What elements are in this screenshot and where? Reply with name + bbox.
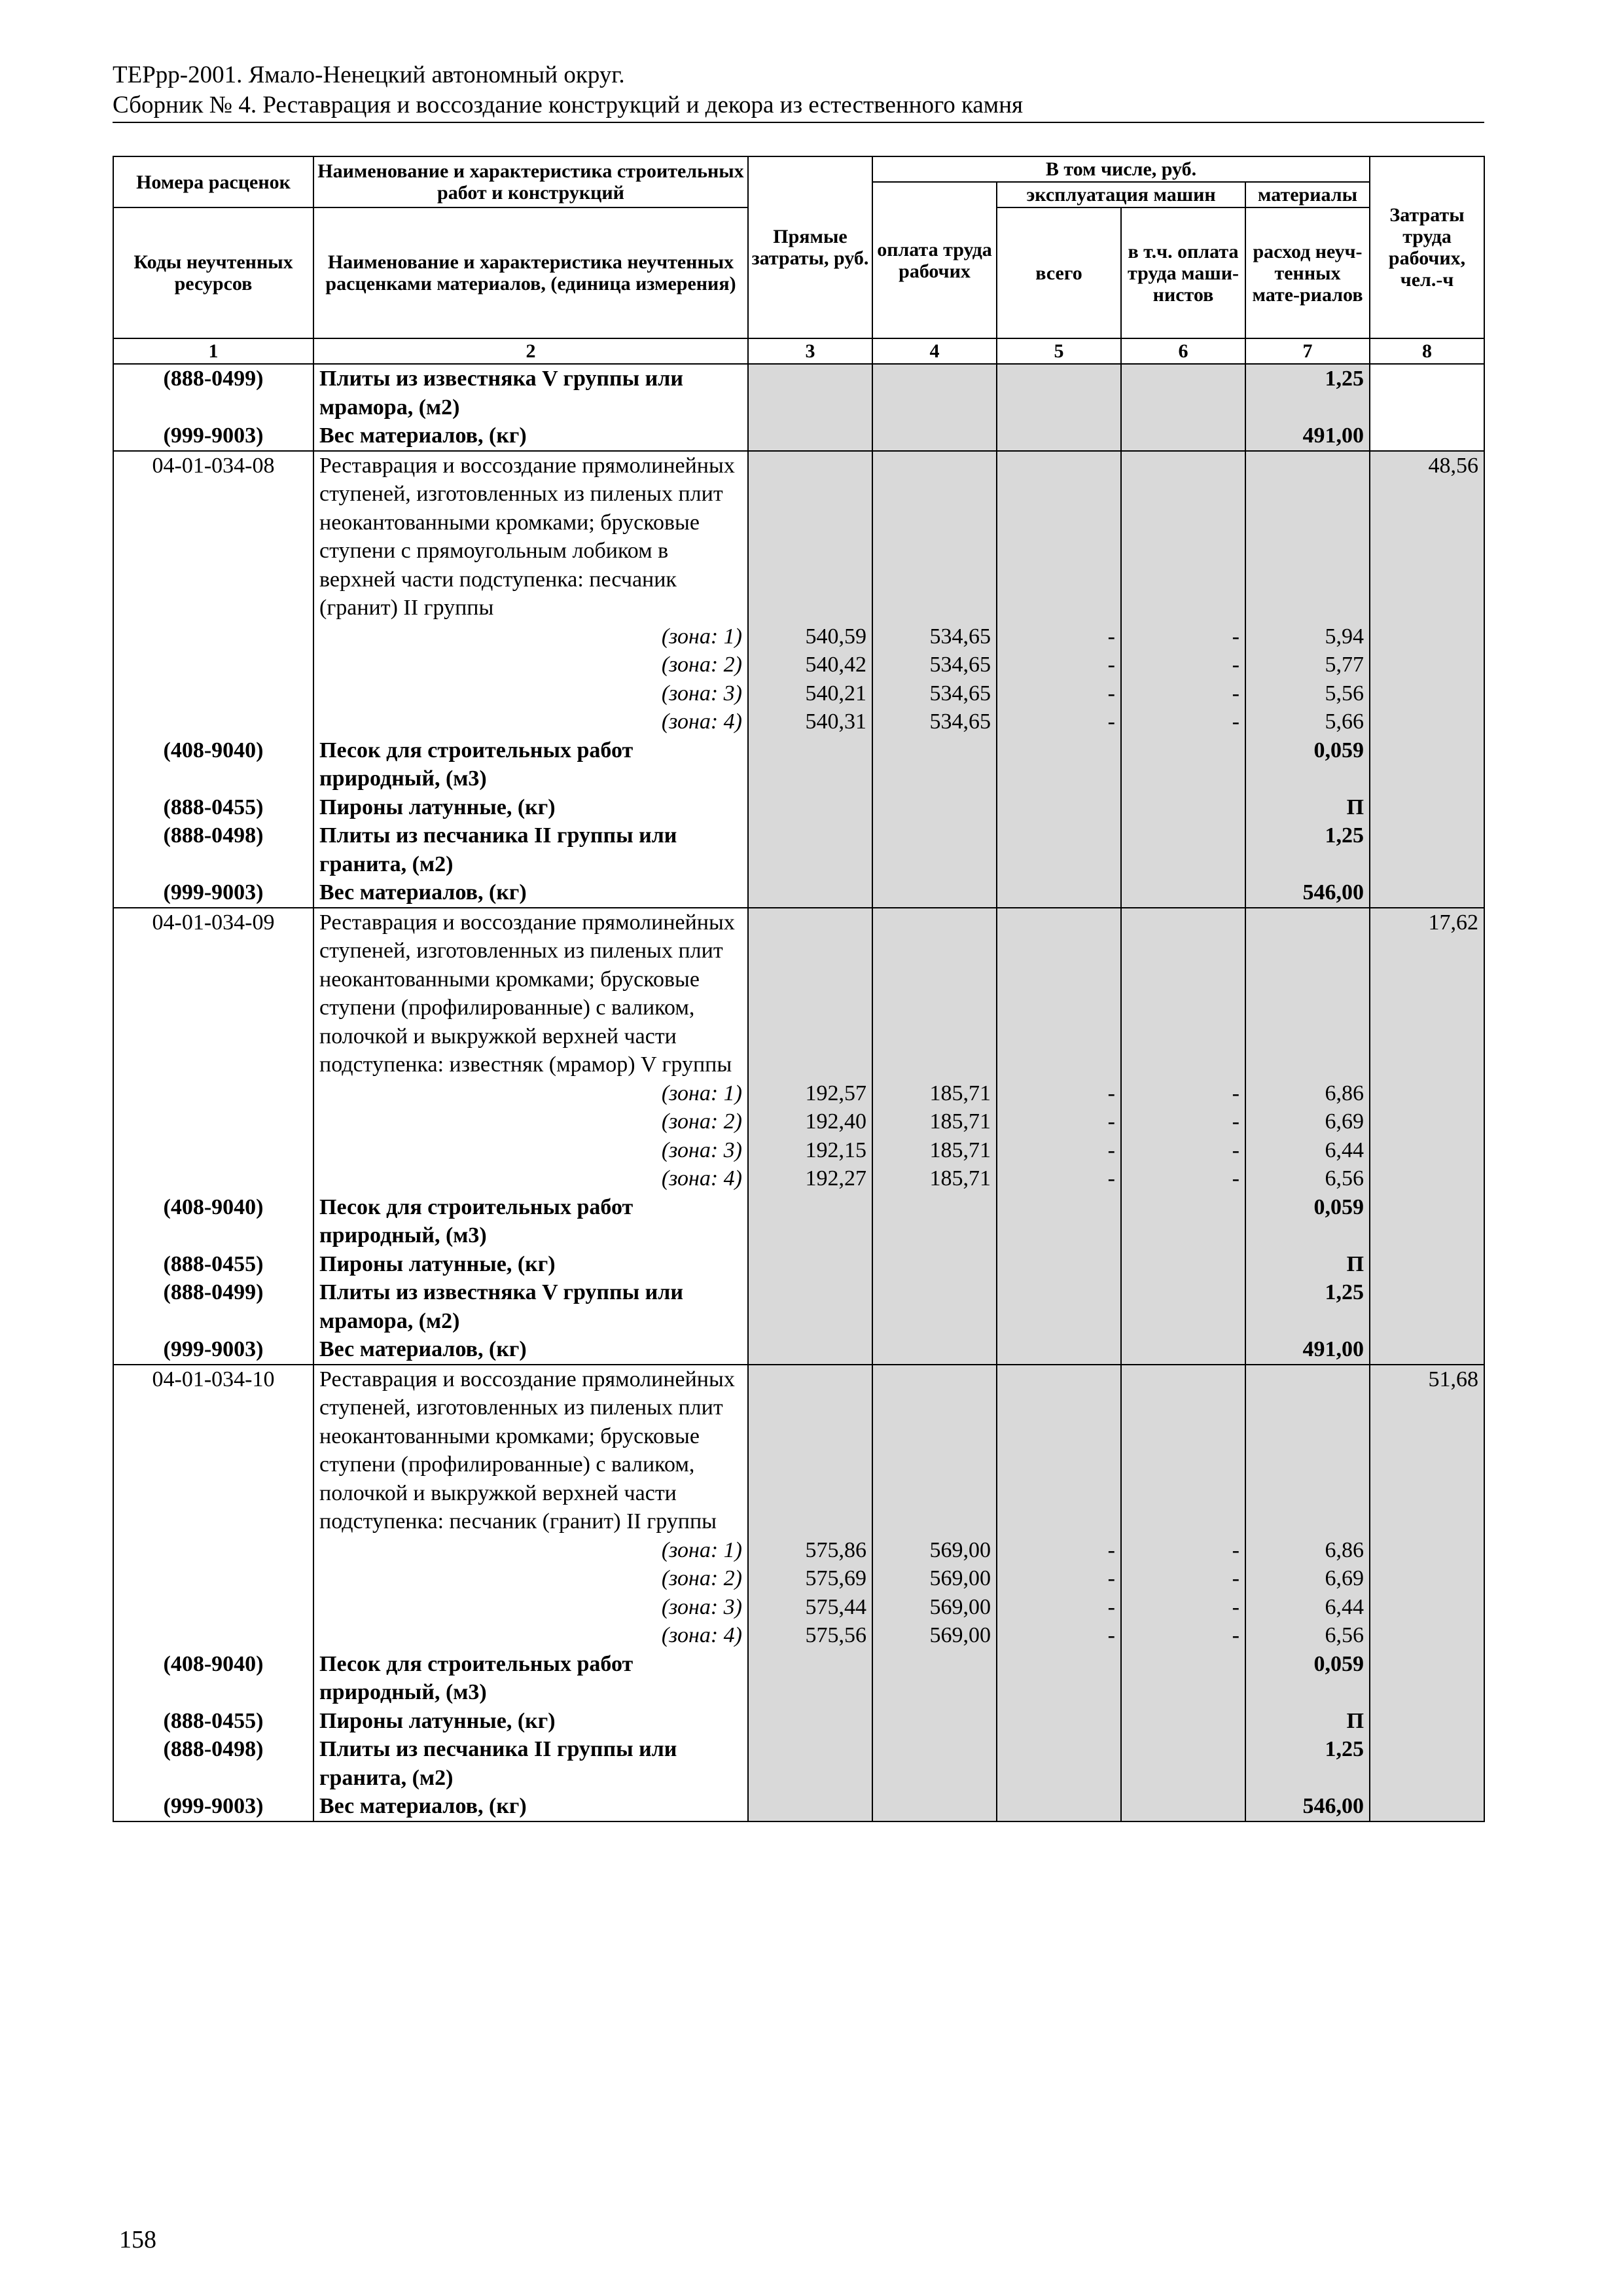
resource-name: Песок для строительных работ природный, (м3) <box>313 1193 748 1250</box>
material-usage: 0,059 <box>1245 736 1370 793</box>
machines-total: - <box>997 1136 1121 1165</box>
empty-cell <box>1370 1136 1484 1165</box>
empty-cell <box>1370 651 1484 679</box>
material-usage: 491,00 <box>1245 1335 1370 1365</box>
empty-cell <box>1121 821 1245 878</box>
column-number: 8 <box>1370 338 1484 364</box>
empty-cell <box>872 364 997 422</box>
zone-label: (зона: 2) <box>313 1564 748 1593</box>
resource-code: (888-0499) <box>113 364 313 422</box>
zone-label: (зона: 2) <box>313 651 748 679</box>
column-number: 6 <box>1121 338 1245 364</box>
header-machines-group: эксплуатация машин <box>997 182 1245 207</box>
header-material-usage: расход неуч-тенных мате-риалов <box>1245 207 1370 338</box>
empty-cell <box>997 908 1121 1079</box>
direct-costs: 540,31 <box>748 708 872 736</box>
machinist-pay: - <box>1121 651 1245 679</box>
material-usage: 6,44 <box>1245 1136 1370 1165</box>
empty-cell <box>997 451 1121 622</box>
header-material-name: Наименование и характеристика неучтенных расценками материалов, (единица измерения) <box>313 207 748 338</box>
empty-cell <box>748 1707 872 1736</box>
machines-total: - <box>997 1164 1121 1193</box>
empty-cell <box>997 422 1121 451</box>
zone-row <box>113 1621 1484 1650</box>
empty-cell <box>113 1107 313 1136</box>
empty-cell <box>1121 1650 1245 1707</box>
empty-cell <box>872 793 997 822</box>
empty-cell <box>997 1792 1121 1821</box>
rate-code: 04-01-034-08 <box>113 451 313 622</box>
empty-cell <box>997 1193 1121 1250</box>
machinist-pay: - <box>1121 1079 1245 1108</box>
empty-cell <box>748 878 872 908</box>
empty-cell <box>1370 622 1484 651</box>
resource-name: Вес материалов, (кг) <box>313 1335 748 1365</box>
resource-name: Плиты из известняка V группы или мрамора, (м2) <box>313 364 748 422</box>
worker-pay: 185,71 <box>872 1164 997 1193</box>
empty-cell <box>872 1278 997 1335</box>
empty-cell <box>1370 1621 1484 1650</box>
material-usage: 5,94 <box>1245 622 1370 651</box>
material-usage: 6,56 <box>1245 1621 1370 1650</box>
empty-cell <box>997 1278 1121 1335</box>
empty-cell <box>1370 821 1484 878</box>
empty-cell <box>872 1792 997 1821</box>
empty-cell <box>1245 451 1370 622</box>
empty-cell <box>113 651 313 679</box>
empty-cell <box>997 736 1121 793</box>
zone-label: (зона: 1) <box>313 1536 748 1565</box>
resource-code: (408-9040) <box>113 1650 313 1707</box>
direct-costs: 575,69 <box>748 1564 872 1593</box>
material-usage: 1,25 <box>1245 364 1370 422</box>
empty-cell <box>1121 451 1245 622</box>
empty-cell <box>113 1164 313 1193</box>
empty-cell <box>1121 736 1245 793</box>
empty-cell <box>748 364 872 422</box>
worker-pay: 534,65 <box>872 651 997 679</box>
direct-costs: 540,59 <box>748 622 872 651</box>
machines-total: - <box>997 1536 1121 1565</box>
machines-total: - <box>997 708 1121 736</box>
worker-pay: 185,71 <box>872 1079 997 1108</box>
column-number: 4 <box>872 338 997 364</box>
empty-cell <box>872 1193 997 1250</box>
empty-cell <box>1370 1536 1484 1565</box>
resource-name: Песок для строительных работ природный, (м3) <box>313 736 748 793</box>
empty-cell <box>748 1335 872 1365</box>
rate-row <box>113 908 1484 1079</box>
machines-total: - <box>997 622 1121 651</box>
empty-cell <box>748 1250 872 1279</box>
empty-cell <box>872 1365 997 1536</box>
direct-costs: 192,40 <box>748 1107 872 1136</box>
empty-cell <box>113 1564 313 1593</box>
zone-label: (зона: 4) <box>313 1621 748 1650</box>
header-machines-total: всего <box>997 207 1121 338</box>
direct-costs: 192,15 <box>748 1136 872 1165</box>
empty-cell <box>1245 908 1370 1079</box>
resource-name: Пироны латунные, (кг) <box>313 793 748 822</box>
resource-code: (408-9040) <box>113 1193 313 1250</box>
machines-total: - <box>997 651 1121 679</box>
empty-cell <box>1370 1193 1484 1250</box>
material-usage: П <box>1245 1250 1370 1279</box>
empty-cell <box>872 1250 997 1279</box>
direct-costs: 540,42 <box>748 651 872 679</box>
empty-cell <box>872 878 997 908</box>
worker-pay: 569,00 <box>872 1593 997 1622</box>
empty-cell <box>748 1193 872 1250</box>
material-usage: 1,25 <box>1245 1278 1370 1335</box>
empty-cell <box>997 1735 1121 1792</box>
worker-pay: 534,65 <box>872 679 997 708</box>
resource-name: Вес материалов, (кг) <box>313 878 748 908</box>
empty-cell <box>1121 364 1245 422</box>
labor-hours: 48,56 <box>1370 451 1484 622</box>
header-including-group: В том числе, руб. <box>872 156 1370 182</box>
resource-name: Пироны латунные, (кг) <box>313 1250 748 1279</box>
resource-row <box>113 1650 1484 1707</box>
resource-name: Плиты из песчаника II группы или гранита, (м2) <box>313 1735 748 1792</box>
zone-label: (зона: 1) <box>313 1079 748 1108</box>
machines-total: - <box>997 1564 1121 1593</box>
empty-cell <box>1370 679 1484 708</box>
header-rate-numbers: Номера расценок <box>113 156 313 207</box>
empty-cell <box>1370 1079 1484 1108</box>
collection-title: Сборник № 4. Реставрация и воссоздание конструкций и декора из естественного камня <box>113 92 1024 118</box>
empty-cell <box>748 451 872 622</box>
worker-pay: 534,65 <box>872 622 997 651</box>
material-usage: 546,00 <box>1245 1792 1370 1821</box>
material-usage: 6,56 <box>1245 1164 1370 1193</box>
empty-cell <box>872 1650 997 1707</box>
resource-row <box>113 821 1484 878</box>
machinist-pay: - <box>1121 1621 1245 1650</box>
empty-cell <box>1370 1564 1484 1593</box>
worker-pay: 569,00 <box>872 1564 997 1593</box>
direct-costs: 575,44 <box>748 1593 872 1622</box>
zone-label: (зона: 3) <box>313 1136 748 1165</box>
resource-name: Плиты из песчаника II группы или гранита, (м2) <box>313 821 748 878</box>
header-direct-costs: Прямые затраты, руб. <box>748 156 872 338</box>
empty-cell <box>113 1593 313 1622</box>
material-usage: 0,059 <box>1245 1193 1370 1250</box>
material-usage: П <box>1245 1707 1370 1736</box>
zone-label: (зона: 3) <box>313 1593 748 1622</box>
empty-cell <box>872 821 997 878</box>
machinist-pay: - <box>1121 622 1245 651</box>
resource-code: (408-9040) <box>113 736 313 793</box>
zone-row <box>113 651 1484 679</box>
column-number: 1 <box>113 338 313 364</box>
resource-code: (888-0455) <box>113 1707 313 1736</box>
page-number: 158 <box>119 2226 156 2253</box>
column-number: 3 <box>748 338 872 364</box>
resource-row <box>113 1335 1484 1365</box>
empty-cell <box>748 793 872 822</box>
empty-cell <box>872 1335 997 1365</box>
empty-cell <box>1370 1107 1484 1136</box>
worker-pay: 569,00 <box>872 1536 997 1565</box>
resource-row <box>113 736 1484 793</box>
worker-pay: 185,71 <box>872 1136 997 1165</box>
resource-row <box>113 1735 1484 1792</box>
resource-name: Вес материалов, (кг) <box>313 422 748 451</box>
material-usage: 6,44 <box>1245 1593 1370 1622</box>
material-usage: 5,66 <box>1245 708 1370 736</box>
rate-code: 04-01-034-09 <box>113 908 313 1079</box>
resource-code: (999-9003) <box>113 1335 313 1365</box>
empty-cell <box>113 622 313 651</box>
column-number: 5 <box>997 338 1121 364</box>
empty-cell <box>748 736 872 793</box>
material-usage: 5,77 <box>1245 651 1370 679</box>
zone-row <box>113 1564 1484 1593</box>
rate-description: Реставрация и воссоздание прямолинейных ступеней, изготовленных из пиленых плит неокантованными кромками; брусковые ступени (профилированные) с валиком, полочкой и выкружкой верхней части подступенка: известняк (мрамор) V группы <box>313 908 748 1079</box>
empty-cell <box>113 1136 313 1165</box>
empty-cell <box>872 451 997 622</box>
material-usage: 491,00 <box>1245 422 1370 451</box>
empty-cell <box>872 422 997 451</box>
zone-row <box>113 622 1484 651</box>
machines-total: - <box>997 1107 1121 1136</box>
empty-cell <box>748 1735 872 1792</box>
material-usage: 1,25 <box>1245 821 1370 878</box>
machines-total: - <box>997 679 1121 708</box>
resource-row <box>113 1250 1484 1279</box>
direct-costs: 540,21 <box>748 679 872 708</box>
empty-cell <box>1370 422 1484 451</box>
resource-row <box>113 1193 1484 1250</box>
empty-cell <box>748 1650 872 1707</box>
labor-hours: 51,68 <box>1370 1365 1484 1536</box>
empty-cell <box>997 821 1121 878</box>
empty-cell <box>1370 1735 1484 1792</box>
resource-code: (888-0499) <box>113 1278 313 1335</box>
empty-cell <box>1370 1335 1484 1365</box>
resource-row <box>113 793 1484 822</box>
empty-cell <box>997 1707 1121 1736</box>
direct-costs: 192,27 <box>748 1164 872 1193</box>
empty-cell <box>1121 878 1245 908</box>
empty-cell <box>1121 1250 1245 1279</box>
zone-row <box>113 1536 1484 1565</box>
material-usage: 6,86 <box>1245 1536 1370 1565</box>
rates-table <box>113 156 1485 1822</box>
empty-cell <box>113 679 313 708</box>
empty-cell <box>997 1250 1121 1279</box>
machinist-pay: - <box>1121 708 1245 736</box>
material-usage: 546,00 <box>1245 878 1370 908</box>
empty-cell <box>748 821 872 878</box>
resource-code: (888-0455) <box>113 1250 313 1279</box>
column-number: 2 <box>313 338 748 364</box>
column-number: 7 <box>1245 338 1370 364</box>
resource-code: (888-0498) <box>113 821 313 878</box>
empty-cell <box>997 364 1121 422</box>
zone-row <box>113 1079 1484 1108</box>
empty-cell <box>1121 1792 1245 1821</box>
empty-cell <box>748 908 872 1079</box>
machines-total: - <box>997 1621 1121 1650</box>
empty-cell <box>1370 793 1484 822</box>
resource-name: Песок для строительных работ природный, (м3) <box>313 1650 748 1707</box>
empty-cell <box>1121 1193 1245 1250</box>
empty-cell <box>997 1365 1121 1536</box>
rate-description: Реставрация и воссоздание прямолинейных ступеней, изготовленных из пиленых плит неокантованными кромками; брусковые ступени с прямоугольным лобиком в верхней части подступенка: песчаник (гранит) II группы <box>313 451 748 622</box>
document-title: ТЕРрр-2001. Ямало-Ненецкий автономный округ. <box>113 62 625 88</box>
direct-costs: 575,86 <box>748 1536 872 1565</box>
empty-cell <box>1121 1365 1245 1536</box>
table-body <box>113 364 1484 1821</box>
header-resource-codes: Коды неучтенных ресурсов <box>113 207 313 338</box>
empty-cell <box>1370 708 1484 736</box>
machinist-pay: - <box>1121 1164 1245 1193</box>
zone-label: (зона: 1) <box>313 622 748 651</box>
empty-cell <box>997 793 1121 822</box>
machinist-pay: - <box>1121 1564 1245 1593</box>
rate-code: 04-01-034-10 <box>113 1365 313 1536</box>
worker-pay: 185,71 <box>872 1107 997 1136</box>
zone-row <box>113 679 1484 708</box>
empty-cell <box>113 1536 313 1565</box>
direct-costs: 575,56 <box>748 1621 872 1650</box>
material-usage: 5,56 <box>1245 679 1370 708</box>
zone-label: (зона: 2) <box>313 1107 748 1136</box>
empty-cell <box>1121 1707 1245 1736</box>
empty-cell <box>872 1735 997 1792</box>
machinist-pay: - <box>1121 1107 1245 1136</box>
zone-label: (зона: 3) <box>313 679 748 708</box>
empty-cell <box>872 1707 997 1736</box>
column-numbers-row <box>113 338 1484 364</box>
zone-row <box>113 1593 1484 1622</box>
resource-row <box>113 1707 1484 1736</box>
material-usage: 0,059 <box>1245 1650 1370 1707</box>
empty-cell <box>1121 422 1245 451</box>
empty-cell <box>748 1365 872 1536</box>
empty-cell <box>872 736 997 793</box>
resource-name: Плиты из известняка V группы или мрамора, (м2) <box>313 1278 748 1335</box>
empty-cell <box>113 708 313 736</box>
resource-row <box>113 1792 1484 1821</box>
header-rule <box>113 122 1484 123</box>
empty-cell <box>748 422 872 451</box>
machinist-pay: - <box>1121 679 1245 708</box>
empty-cell <box>1245 1365 1370 1536</box>
worker-pay: 534,65 <box>872 708 997 736</box>
empty-cell <box>1370 1250 1484 1279</box>
resource-code: (999-9003) <box>113 422 313 451</box>
rate-row <box>113 451 1484 622</box>
empty-cell <box>1370 1278 1484 1335</box>
zone-label: (зона: 4) <box>313 1164 748 1193</box>
empty-cell <box>1121 1735 1245 1792</box>
empty-cell <box>997 1650 1121 1707</box>
empty-cell <box>1370 736 1484 793</box>
header-materials-group: материалы <box>1245 182 1370 207</box>
empty-cell <box>1370 1650 1484 1707</box>
empty-cell <box>1370 1792 1484 1821</box>
zone-row <box>113 708 1484 736</box>
empty-cell <box>997 1335 1121 1365</box>
empty-cell <box>1121 1335 1245 1365</box>
zone-row <box>113 1107 1484 1136</box>
empty-cell <box>748 1792 872 1821</box>
machines-total: - <box>997 1079 1121 1108</box>
material-usage: 1,25 <box>1245 1735 1370 1792</box>
rate-description: Реставрация и воссоздание прямолинейных ступеней, изготовленных из пиленых плит неокантованными кромками; брусковые ступени (профилированные) с валиком, полочкой и выкружкой верхней части подступенка: песчаник (гранит) II группы <box>313 1365 748 1536</box>
zone-row <box>113 1164 1484 1193</box>
resource-code: (999-9003) <box>113 1792 313 1821</box>
material-usage: 6,86 <box>1245 1079 1370 1108</box>
empty-cell <box>1121 908 1245 1079</box>
material-usage: П <box>1245 793 1370 822</box>
zone-row <box>113 1136 1484 1165</box>
empty-cell <box>1370 878 1484 908</box>
resource-code: (999-9003) <box>113 878 313 908</box>
resource-name: Пироны латунные, (кг) <box>313 1707 748 1736</box>
machinist-pay: - <box>1121 1136 1245 1165</box>
resource-name: Вес материалов, (кг) <box>313 1792 748 1821</box>
resource-row <box>113 364 1484 422</box>
resource-row <box>113 878 1484 908</box>
zone-label: (зона: 4) <box>313 708 748 736</box>
labor-hours: 17,62 <box>1370 908 1484 1079</box>
header-machinist-pay: в т.ч. оплата труда маши-нистов <box>1121 207 1245 338</box>
empty-cell <box>1370 1707 1484 1736</box>
header-labor-costs: Затраты труда рабочих, чел.-ч <box>1370 156 1484 338</box>
machinist-pay: - <box>1121 1536 1245 1565</box>
machinist-pay: - <box>1121 1593 1245 1622</box>
empty-cell <box>113 1621 313 1650</box>
empty-cell <box>1370 1164 1484 1193</box>
rate-row <box>113 1365 1484 1536</box>
material-usage: 6,69 <box>1245 1564 1370 1593</box>
empty-cell <box>1370 1593 1484 1622</box>
empty-cell <box>1121 1278 1245 1335</box>
worker-pay: 569,00 <box>872 1621 997 1650</box>
header-worker-pay: оплата труда рабочих <box>872 182 997 338</box>
empty-cell <box>872 908 997 1079</box>
empty-cell <box>1121 793 1245 822</box>
machines-total: - <box>997 1593 1121 1622</box>
header-work-name: Наименование и характеристика строительных работ и конструкций <box>313 156 748 207</box>
direct-costs: 192,57 <box>748 1079 872 1108</box>
empty-cell <box>997 878 1121 908</box>
material-usage: 6,69 <box>1245 1107 1370 1136</box>
empty-cell <box>748 1278 872 1335</box>
resource-code: (888-0498) <box>113 1735 313 1792</box>
resource-code: (888-0455) <box>113 793 313 822</box>
empty-cell <box>113 1079 313 1108</box>
resource-row <box>113 1278 1484 1335</box>
empty-cell <box>1370 364 1484 422</box>
resource-row <box>113 422 1484 451</box>
page-header <box>113 60 1484 123</box>
